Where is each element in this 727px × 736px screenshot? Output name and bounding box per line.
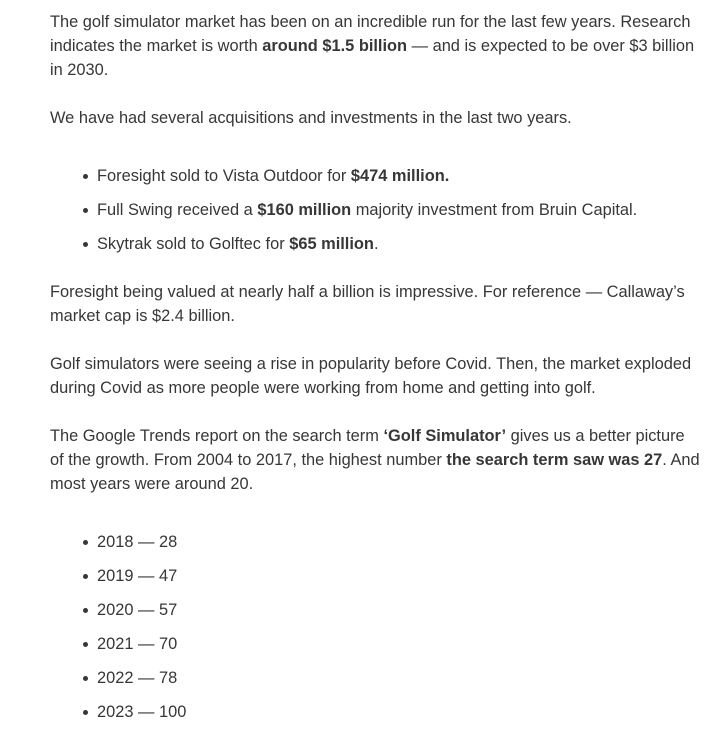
text-span: Skytrak sold to Golftec for — [97, 235, 290, 253]
text-span: The Google Trends report on the search term — [50, 427, 384, 445]
list-item: 2021 — 70 — [97, 632, 700, 656]
text-span: Full Swing received a — [97, 201, 258, 219]
list-item: 2020 — 57 — [97, 598, 700, 622]
text-span: . And most years were around 20. — [50, 451, 700, 493]
list-item — [97, 232, 700, 256]
list-item — [97, 198, 700, 222]
text-span: majority investment from Bruin Capital. — [351, 201, 638, 219]
deals-list — [50, 164, 700, 256]
trends-list — [50, 530, 700, 724]
deal-amount: $160 million — [257, 201, 352, 219]
valuation-paragraph: Foresight being valued at nearly half a billion is impressive. For reference — Callaway’s market cap is $2.4 billion. — [50, 283, 685, 325]
text-span: Foresight sold to Vista Outdoor for — [97, 167, 351, 185]
search-term-highlight: ‘Golf Simulator’ — [383, 427, 507, 445]
market-value-highlight: around $1.5 billion — [262, 37, 408, 55]
text-span: The golf simulator market has been on an incredible run for the last few years. Research indicates the market is worth — [50, 13, 691, 55]
list-item: 2019 — 47 — [97, 564, 700, 588]
peak-value-highlight: the search term saw was 27 — [446, 451, 663, 469]
deal-amount: $474 million. — [350, 167, 450, 185]
list-item: 2023 — 100 — [97, 700, 700, 724]
list-item: 2018 — 28 — [97, 530, 700, 554]
google-trends-paragraph — [50, 424, 700, 496]
text-span: . — [373, 235, 379, 253]
list-item: 2022 — 78 — [97, 666, 700, 690]
list-item — [97, 164, 700, 188]
text-span: gives us a better picture of the growth. From 2004 to 2017, the highest number — [50, 427, 685, 469]
acquisitions-intro-paragraph: We have had several acquisitions and investments in the last two years. — [50, 109, 572, 127]
covid-paragraph: Golf simulators were seeing a rise in popularity before Covid. Then, the market exploded during Covid as more people were working from home and getting into golf. — [50, 355, 692, 397]
deal-amount: $65 million — [289, 235, 374, 253]
text-span: — and is expected to be over $3 billion in 2030. — [50, 37, 695, 79]
market-size-paragraph — [50, 10, 700, 82]
